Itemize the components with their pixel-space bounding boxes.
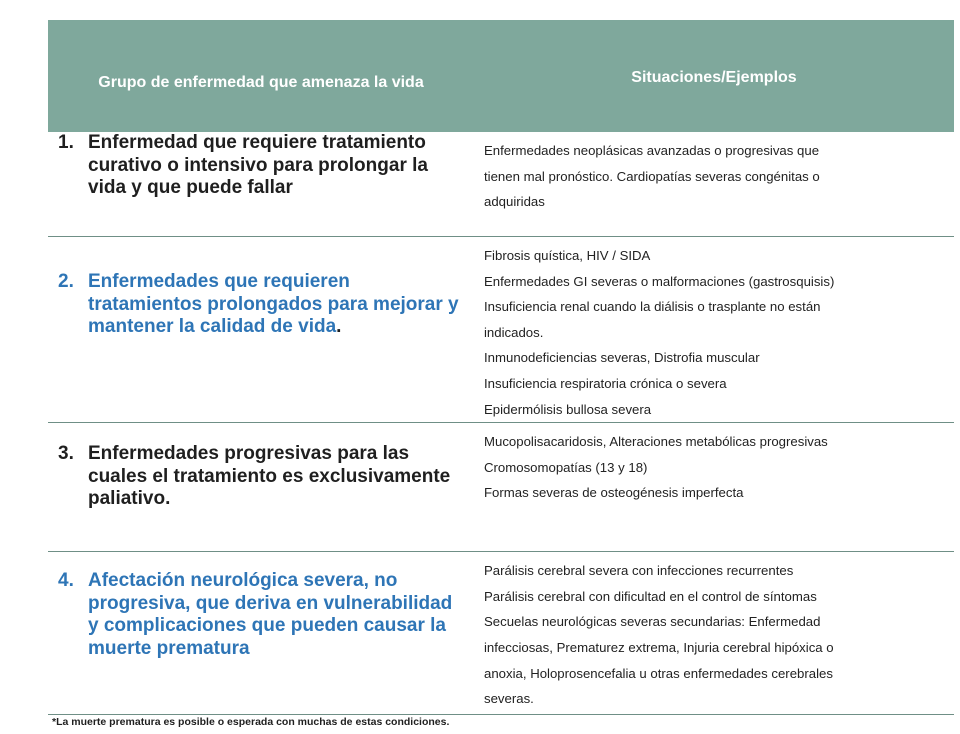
group-item xyxy=(58,271,468,339)
group-text: Enfermedades progresivas para las cuales el tratamiento es exclusivamente paliativo. xyxy=(88,443,451,510)
example-line: Enfermedades neoplásicas avanzadas o progresivas que xyxy=(484,143,820,158)
example-line: Enfermedades GI severas o malformaciones (gastrosquisis) xyxy=(484,273,835,289)
group-text: Enfermedad que requiere tratamiento curativo o intensivo para prolongar la vida y que puede fallar xyxy=(88,132,428,198)
example-line: Mucopolisacaridosis, Alteraciones metabólicas progresivas xyxy=(484,434,828,450)
example-line: Cromosomopatías (13 y 18) xyxy=(484,459,648,475)
example-line: tienen mal pronóstico. Cardiopatías severas congénitas o xyxy=(484,168,820,184)
examples-cell xyxy=(474,132,954,237)
group-number: 3. xyxy=(58,443,74,465)
table-row xyxy=(48,552,954,715)
example-line: infecciosas, Prematurez extrema, Injuria cerebral hipóxica o xyxy=(484,639,834,655)
example-line: Insuficiencia respiratoria crónica o severa xyxy=(484,375,727,391)
group-cell xyxy=(48,423,474,552)
group-item xyxy=(58,132,468,200)
header-disease-group: Grupo de enfermedad que amenaza la vida xyxy=(48,20,474,132)
example-line: adquiridas xyxy=(484,194,545,210)
table-row xyxy=(48,237,954,423)
example-line: Insuficiencia renal cuando la diálisis o trasplante no están xyxy=(484,299,821,315)
group-number: 2. xyxy=(58,271,74,292)
footnote-row xyxy=(48,715,954,734)
group-text-period: . xyxy=(336,316,342,337)
group-cell xyxy=(48,552,474,715)
example-line: Epidermólisis bullosa severa xyxy=(484,401,652,417)
group-cell xyxy=(48,237,474,423)
example-line: Parálisis cerebral con dificultad en el control de síntomas xyxy=(484,588,817,604)
example-line: Parálisis cerebral severa con infecciones recurrentes xyxy=(484,563,794,579)
table-row xyxy=(48,423,954,552)
disease-groups-table xyxy=(48,20,954,734)
group-number: 1. xyxy=(58,132,74,153)
examples-cell xyxy=(474,552,954,715)
group-item xyxy=(58,570,468,660)
examples-cell xyxy=(474,423,954,552)
header-situations-examples: Situaciones/Ejemplos xyxy=(474,20,954,132)
example-line: Formas severas de osteogénesis imperfecta xyxy=(484,485,744,501)
group-text: Afectación neurológica severa, no progresiva, que deriva en vulnerabilidad y complicaciones que pueden causar la muerte prematura xyxy=(88,570,453,659)
group-cell xyxy=(48,132,474,237)
example-line: Fibrosis quística, HIV / SIDA xyxy=(484,248,651,263)
examples-cell xyxy=(474,237,954,423)
footnote: *La muerte prematura es posible o esperada con muchas de estas condiciones. xyxy=(48,715,954,734)
example-line: anoxia, Holoprosencefalia u otras enfermedades cerebrales xyxy=(484,665,833,681)
example-line: severas. xyxy=(484,691,534,707)
example-line: Secuelas neurológicas severas secundarias: Enfermedad xyxy=(484,614,821,630)
table-row xyxy=(48,132,954,237)
group-number: 4. xyxy=(58,570,74,592)
group-text-wrap xyxy=(88,271,468,339)
group-item xyxy=(58,443,468,511)
example-line: Inmunodeficiencias severas, Distrofia muscular xyxy=(484,350,760,366)
group-text: Enfermedades que requieren tratamientos prolongados para mejorar y mantener la calidad de vida xyxy=(88,271,459,337)
table-header-row xyxy=(48,20,954,132)
example-line: indicados. xyxy=(484,324,544,340)
